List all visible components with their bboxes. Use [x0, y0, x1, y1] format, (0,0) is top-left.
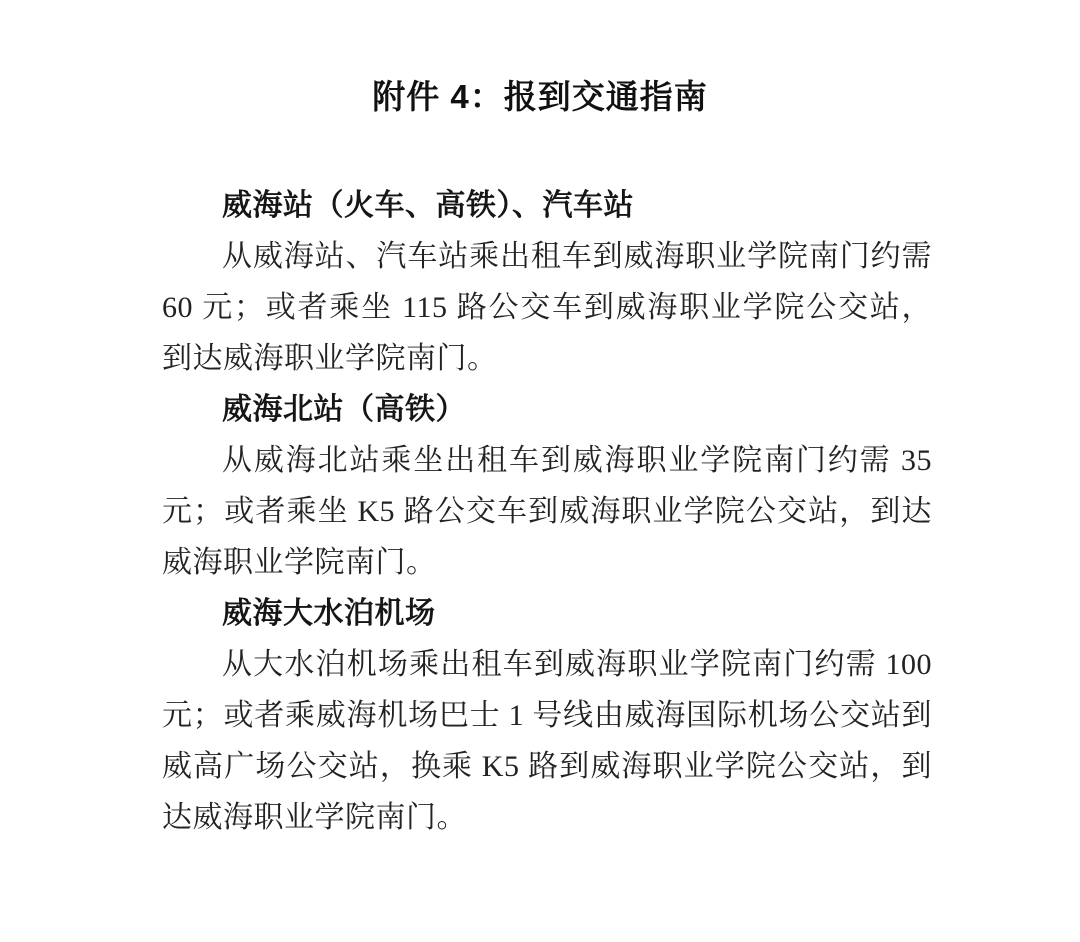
section-heading: 威海北站（高铁） [222, 393, 466, 426]
section-heading: 威海大水泊机场 [222, 597, 436, 630]
document-title: 附件 4：报到交通指南 [372, 78, 708, 115]
section-heading: 威海站（火车、高铁）、汽车站 [222, 189, 634, 222]
section-weihai-north-station [162, 384, 932, 588]
document-body [162, 180, 932, 843]
section-weihai-station [162, 180, 932, 384]
section-paragraph: 从威海站、汽车站乘出租车到威海职业学院南门约需 60 元；或者乘坐 115 路公交车到威海职业学院公交站，到达威海职业学院南门。 [162, 240, 932, 375]
section-paragraph: 从威海北站乘坐出租车到威海职业学院南门约需 35 元；或者乘坐 K5 路公交车到威海职业学院公交站，到达威海职业学院南门。 [162, 444, 932, 579]
section-dashuibo-airport [162, 588, 932, 843]
section-paragraph: 从大水泊机场乘出租车到威海职业学院南门约需 100 元；或者乘威海机场巴士 1 号线由威海国际机场公交站到威高广场公交站，换乘 K5 路到威海职业学院公交站，到达威海职业学院南门。 [162, 648, 932, 834]
